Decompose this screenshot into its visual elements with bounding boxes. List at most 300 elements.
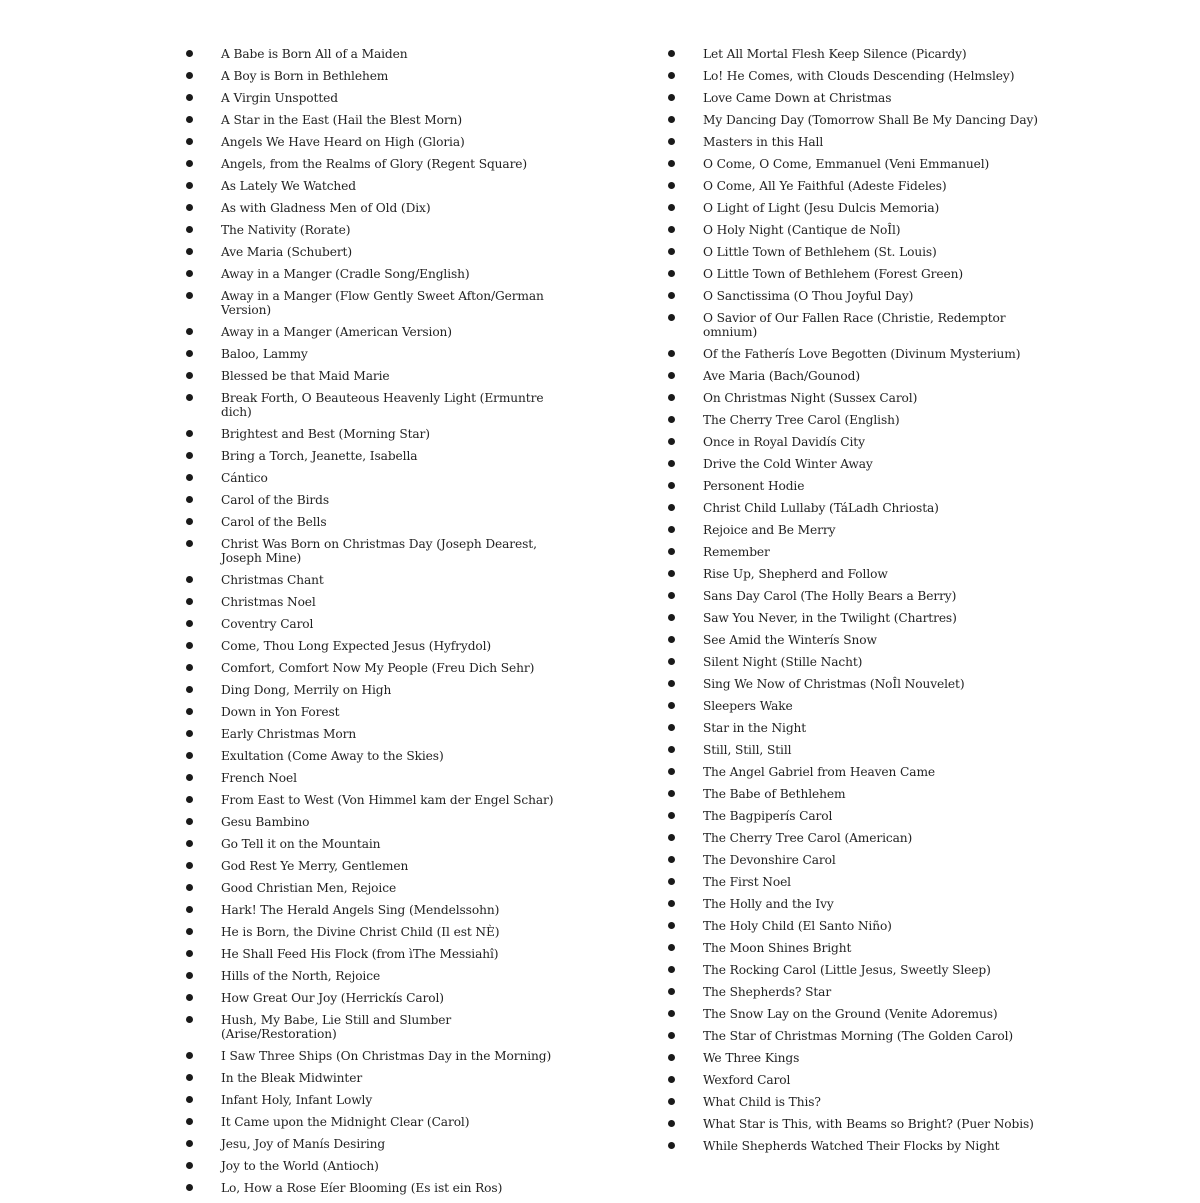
bullet-icon <box>186 1016 193 1023</box>
list-item <box>668 311 1048 339</box>
carol-title: O Come, All Ye Faithful (Adeste Fideles) <box>703 179 947 193</box>
bullet-icon <box>186 752 193 759</box>
list-item <box>668 435 1048 449</box>
list-item <box>186 1181 556 1195</box>
bullet-icon <box>186 862 193 869</box>
list-item <box>668 1139 1048 1153</box>
carol-title: Let All Mortal Flesh Keep Silence (Picardy) <box>703 47 967 61</box>
bullet-icon <box>668 702 675 709</box>
carol-title: Love Came Down at Christmas <box>703 91 892 105</box>
bullet-icon <box>186 994 193 1001</box>
list-item <box>186 515 556 529</box>
carol-title: What Star is This, with Beams so Bright? (Puer Nobis) <box>703 1117 1034 1131</box>
list-item <box>668 1051 1048 1065</box>
list-item <box>186 391 556 419</box>
list-item <box>668 897 1048 911</box>
list-item <box>668 941 1048 955</box>
bullet-icon <box>668 1054 675 1061</box>
bullet-icon <box>668 1010 675 1017</box>
list-item <box>668 1073 1048 1087</box>
bullet-icon <box>186 72 193 79</box>
list-item <box>668 179 1048 193</box>
bullet-icon <box>186 1162 193 1169</box>
bullet-icon <box>668 372 675 379</box>
list-item <box>668 523 1048 537</box>
bullet-icon <box>668 922 675 929</box>
list-item <box>186 157 556 171</box>
list-item <box>668 611 1048 625</box>
list-item <box>186 727 556 741</box>
carol-title: The Devonshire Carol <box>703 853 836 867</box>
carol-title: Brightest and Best (Morning Star) <box>221 427 430 441</box>
list-item <box>186 245 556 259</box>
carol-title: Cántico <box>221 471 268 485</box>
carol-title: Ave Maria (Bach/Gounod) <box>703 369 861 383</box>
bullet-icon <box>668 680 675 687</box>
bullet-icon <box>668 116 675 123</box>
carol-title: O Holy Night (Cantique de NoÎl) <box>703 223 901 237</box>
carol-title: Ding Dong, Merrily on High <box>221 683 392 697</box>
bullet-icon <box>186 1118 193 1125</box>
list-item <box>668 545 1048 559</box>
list-item <box>668 1007 1048 1021</box>
bullet-icon <box>668 658 675 665</box>
carol-title: Remember <box>703 545 770 559</box>
list-item <box>668 677 1048 691</box>
bullet-icon <box>186 972 193 979</box>
list-item <box>186 683 556 697</box>
list-item <box>186 837 556 851</box>
bullet-icon <box>186 774 193 781</box>
bullet-icon <box>668 812 675 819</box>
list-item <box>668 201 1048 215</box>
carol-title: A Babe is Born All of a Maiden <box>221 47 408 61</box>
list-item <box>186 881 556 895</box>
bullet-icon <box>186 664 193 671</box>
carol-title: Break Forth, O Beauteous Heavenly Light (Ermuntre dich) <box>221 391 544 419</box>
carol-title: What Child is This? <box>703 1095 821 1109</box>
carol-title: French Noel <box>221 771 297 785</box>
carol-title: Away in a Manger (Flow Gently Sweet Afton/German Version) <box>221 289 544 317</box>
bullet-icon <box>186 1052 193 1059</box>
carol-title: Personent Hodie <box>703 479 805 493</box>
carol-title: The First Noel <box>703 875 791 889</box>
list-item <box>668 1029 1048 1043</box>
carol-title: It Came upon the Midnight Clear (Carol) <box>221 1115 470 1129</box>
list-item <box>668 567 1048 581</box>
list-item <box>186 815 556 829</box>
list-item <box>668 589 1048 603</box>
list-item <box>668 479 1048 493</box>
carol-title: Christ Child Lullaby (TáLadh Chriosta) <box>703 501 939 515</box>
bullet-icon <box>668 636 675 643</box>
list-item <box>186 493 556 507</box>
carol-title: Angels We Have Heard on High (Gloria) <box>221 135 465 149</box>
bullet-icon <box>668 94 675 101</box>
carol-title: Good Christian Men, Rejoice <box>221 881 397 895</box>
bullet-icon <box>668 1032 675 1039</box>
carol-title: The Rocking Carol (Little Jesus, Sweetly Sleep) <box>703 963 991 977</box>
bullet-icon <box>668 966 675 973</box>
bullet-icon <box>186 576 193 583</box>
bullet-icon <box>668 1142 675 1149</box>
carol-title: Hush, My Babe, Lie Still and Slumber (Arise/Restoration) <box>221 1013 452 1041</box>
carol-title: The Angel Gabriel from Heaven Came <box>703 765 936 779</box>
bullet-icon <box>186 818 193 825</box>
list-item <box>186 661 556 675</box>
bullet-icon <box>668 768 675 775</box>
bullet-icon <box>668 460 675 467</box>
bullet-icon <box>186 270 193 277</box>
carol-title: Christ Was Born on Christmas Day (Joseph Dearest, Joseph Mine) <box>221 537 537 565</box>
carol-title: O Little Town of Bethlehem (Forest Green) <box>703 267 963 281</box>
list-item <box>668 787 1048 801</box>
list-item <box>668 501 1048 515</box>
carol-title: Christmas Chant <box>221 573 324 587</box>
bullet-icon <box>668 548 675 555</box>
carol-title: Come, Thou Long Expected Jesus (Hyfrydol) <box>221 639 492 653</box>
bullet-icon <box>186 430 193 437</box>
bullet-icon <box>668 878 675 885</box>
list-item <box>186 427 556 441</box>
carol-title: Blessed be that Maid Marie <box>221 369 390 383</box>
carol-title: O Come, O Come, Emmanuel (Veni Emmanuel) <box>703 157 990 171</box>
list-item <box>668 721 1048 735</box>
carol-title: Gesu Bambino <box>221 815 310 829</box>
list-item <box>668 831 1048 845</box>
carol-title: Of the Fatherís Love Begotten (Divinum Mysterium) <box>703 347 1021 361</box>
carol-title: Carol of the Bells <box>221 515 327 529</box>
bullet-icon <box>668 350 675 357</box>
list-item <box>668 91 1048 105</box>
list-item <box>186 925 556 939</box>
list-item <box>668 369 1048 383</box>
carol-title: The Snow Lay on the Ground (Venite Adoremus) <box>703 1007 998 1021</box>
bullet-icon <box>186 518 193 525</box>
carol-title: While Shepherds Watched Their Flocks by Night <box>703 1139 1000 1153</box>
carol-title: On Christmas Night (Sussex Carol) <box>703 391 918 405</box>
left-column-list <box>186 47 556 1203</box>
carol-title: O Savior of Our Fallen Race (Christie, Redemptor omnium) <box>703 311 1006 339</box>
bullet-icon <box>186 1140 193 1147</box>
bullet-icon <box>668 746 675 753</box>
list-item <box>668 875 1048 889</box>
bullet-icon <box>186 906 193 913</box>
carol-title: The Moon Shines Bright <box>703 941 852 955</box>
carol-title: Comfort, Comfort Now My People (Freu Dich Sehr) <box>221 661 535 675</box>
carol-title: Bring a Torch, Jeanette, Isabella <box>221 449 418 463</box>
carol-title: The Shepherds? Star <box>703 985 832 999</box>
list-item <box>186 223 556 237</box>
list-item <box>668 391 1048 405</box>
carol-title: Infant Holy, Infant Lowly <box>221 1093 373 1107</box>
list-item <box>668 633 1048 647</box>
bullet-icon <box>668 944 675 951</box>
list-item <box>186 135 556 149</box>
list-item <box>186 267 556 281</box>
bullet-icon <box>186 928 193 935</box>
bullet-icon <box>186 452 193 459</box>
carol-title: In the Bleak Midwinter <box>221 1071 363 1085</box>
carol-title: Christmas Noel <box>221 595 316 609</box>
list-item <box>186 1093 556 1107</box>
bullet-icon <box>668 226 675 233</box>
bullet-icon <box>186 840 193 847</box>
bullet-icon <box>668 988 675 995</box>
bullet-icon <box>668 248 675 255</box>
list-item <box>186 1115 556 1129</box>
bullet-icon <box>668 526 675 533</box>
carol-title: Hark! The Herald Angels Sing (Mendelssohn) <box>221 903 500 917</box>
bullet-icon <box>668 394 675 401</box>
bullet-icon <box>186 686 193 693</box>
carol-title: He is Born, the Divine Christ Child (Il est NÈ) <box>221 925 500 939</box>
bullet-icon <box>668 790 675 797</box>
list-item <box>186 793 556 807</box>
bullet-icon <box>668 900 675 907</box>
carol-title: The Star of Christmas Morning (The Golden Carol) <box>703 1029 1014 1043</box>
carol-title: Coventry Carol <box>221 617 314 631</box>
bullet-icon <box>186 642 193 649</box>
list-item <box>186 859 556 873</box>
bullet-icon <box>186 730 193 737</box>
list-item <box>668 47 1048 61</box>
list-item <box>186 325 556 339</box>
bullet-icon <box>668 314 675 321</box>
list-item <box>186 1137 556 1151</box>
carol-title: The Bagpiperís Carol <box>703 809 833 823</box>
carol-title: A Boy is Born in Bethlehem <box>221 69 389 83</box>
bullet-icon <box>186 796 193 803</box>
bullet-icon <box>668 570 675 577</box>
carol-title: Still, Still, Still <box>703 743 792 757</box>
bullet-icon <box>186 708 193 715</box>
list-item <box>186 91 556 105</box>
list-item <box>186 289 556 317</box>
list-item <box>186 573 556 587</box>
list-item <box>186 1159 556 1173</box>
bullet-icon <box>186 474 193 481</box>
list-item <box>668 245 1048 259</box>
bullet-icon <box>186 394 193 401</box>
bullet-icon <box>186 372 193 379</box>
list-item <box>668 765 1048 779</box>
carol-title: As with Gladness Men of Old (Dix) <box>221 201 431 215</box>
carol-title: We Three Kings <box>703 1051 800 1065</box>
right-column-list <box>668 47 1048 1161</box>
carol-title: Star in the Night <box>703 721 807 735</box>
list-item <box>668 157 1048 171</box>
list-item <box>186 1071 556 1085</box>
bullet-icon <box>668 182 675 189</box>
carol-title: Sleepers Wake <box>703 699 793 713</box>
list-item <box>186 113 556 127</box>
carol-title: Down in Yon Forest <box>221 705 340 719</box>
carol-title: Away in a Manger (American Version) <box>221 325 452 339</box>
list-item <box>186 705 556 719</box>
list-item <box>668 809 1048 823</box>
carol-title: Go Tell it on the Mountain <box>221 837 381 851</box>
bullet-icon <box>668 856 675 863</box>
list-item <box>186 969 556 983</box>
bullet-icon <box>186 950 193 957</box>
carol-title: From East to West (Von Himmel kam der Engel Schar) <box>221 793 554 807</box>
list-item <box>186 537 556 565</box>
carol-title: Carol of the Birds <box>221 493 330 507</box>
carol-title: Early Christmas Morn <box>221 727 357 741</box>
bullet-icon <box>668 292 675 299</box>
bullet-icon <box>668 614 675 621</box>
carol-title: Sans Day Carol (The Holly Bears a Berry) <box>703 589 957 603</box>
list-item <box>186 369 556 383</box>
list-item <box>186 903 556 917</box>
carol-title: Masters in this Hall <box>703 135 824 149</box>
bullet-icon <box>668 160 675 167</box>
bullet-icon <box>186 292 193 299</box>
bullet-icon <box>186 50 193 57</box>
list-item <box>186 471 556 485</box>
list-item <box>668 853 1048 867</box>
bullet-icon <box>186 116 193 123</box>
list-item <box>668 457 1048 471</box>
list-item <box>186 1013 556 1041</box>
bullet-icon <box>186 1074 193 1081</box>
bullet-icon <box>186 540 193 547</box>
bullet-icon <box>186 160 193 167</box>
list-item <box>186 639 556 653</box>
list-item <box>668 699 1048 713</box>
bullet-icon <box>668 1098 675 1105</box>
carol-title: Saw You Never, in the Twilight (Chartres) <box>703 611 957 625</box>
carol-title: Lo! He Comes, with Clouds Descending (Helmsley) <box>703 69 1015 83</box>
bullet-icon <box>186 350 193 357</box>
carol-title: As Lately We Watched <box>221 179 356 193</box>
bullet-icon <box>186 226 193 233</box>
list-item <box>668 69 1048 83</box>
list-item <box>668 743 1048 757</box>
carol-title: Joy to the World (Antioch) <box>221 1159 379 1173</box>
list-item <box>668 267 1048 281</box>
bullet-icon <box>186 620 193 627</box>
bullet-icon <box>668 1076 675 1083</box>
carol-title: Baloo, Lammy <box>221 347 308 361</box>
carol-title: A Star in the East (Hail the Blest Morn) <box>221 113 463 127</box>
carol-title: A Virgin Unspotted <box>221 91 338 105</box>
list-item <box>668 347 1048 361</box>
list-item <box>668 655 1048 669</box>
list-item <box>668 963 1048 977</box>
carol-title: The Holly and the Ivy <box>703 897 834 911</box>
carol-title: Lo, How a Rose Eíer Blooming (Es ist ein Ros) <box>221 1181 503 1195</box>
carol-title: Drive the Cold Winter Away <box>703 457 873 471</box>
bullet-icon <box>186 884 193 891</box>
list-item <box>668 919 1048 933</box>
carol-title: The Babe of Bethlehem <box>703 787 846 801</box>
list-item <box>186 347 556 361</box>
carol-title: How Great Our Joy (Herrickís Carol) <box>221 991 444 1005</box>
carol-title: See Amid the Winterís Snow <box>703 633 877 647</box>
carol-title: Wexford Carol <box>703 1073 791 1087</box>
list-item <box>668 223 1048 237</box>
bullet-icon <box>186 496 193 503</box>
list-item <box>668 1095 1048 1109</box>
carol-title: The Cherry Tree Carol (English) <box>703 413 900 427</box>
list-item <box>668 289 1048 303</box>
bullet-icon <box>186 182 193 189</box>
carol-title: O Little Town of Bethlehem (St. Louis) <box>703 245 937 259</box>
list-item <box>186 201 556 215</box>
bullet-icon <box>668 270 675 277</box>
bullet-icon <box>668 416 675 423</box>
bullet-icon <box>186 1184 193 1191</box>
carol-title: I Saw Three Ships (On Christmas Day in the Morning) <box>221 1049 552 1063</box>
list-item <box>668 1117 1048 1131</box>
bullet-icon <box>668 482 675 489</box>
carol-title: God Rest Ye Merry, Gentlemen <box>221 859 409 873</box>
carol-title: O Light of Light (Jesu Dulcis Memoria) <box>703 201 940 215</box>
bullet-icon <box>186 328 193 335</box>
bullet-icon <box>186 598 193 605</box>
bullet-icon <box>186 248 193 255</box>
bullet-icon <box>668 504 675 511</box>
list-item <box>186 991 556 1005</box>
carol-title: The Holy Child (El Santo Niño) <box>703 919 892 933</box>
list-item <box>186 449 556 463</box>
bullet-icon <box>186 1096 193 1103</box>
list-item <box>186 595 556 609</box>
carol-title: Rise Up, Shepherd and Follow <box>703 567 888 581</box>
bullet-icon <box>668 138 675 145</box>
bullet-icon <box>668 834 675 841</box>
carol-title: O Sanctissima (O Thou Joyful Day) <box>703 289 914 303</box>
bullet-icon <box>186 138 193 145</box>
list-item <box>186 749 556 763</box>
carol-title: The Cherry Tree Carol (American) <box>703 831 913 845</box>
list-item <box>186 947 556 961</box>
bullet-icon <box>186 94 193 101</box>
carol-title: Away in a Manger (Cradle Song/English) <box>221 267 470 281</box>
carol-title: Jesu, Joy of Manís Desiring <box>221 1137 386 1151</box>
list-item <box>186 617 556 631</box>
list-item <box>186 47 556 61</box>
list-item <box>668 985 1048 999</box>
list-item <box>668 113 1048 127</box>
carol-title: The Nativity (Rorate) <box>221 223 351 237</box>
carol-title: Once in Royal Davidís City <box>703 435 865 449</box>
list-item <box>668 413 1048 427</box>
carol-title: He Shall Feed His Flock (from ìThe Messiahî) <box>221 947 499 961</box>
list-item <box>668 135 1048 149</box>
list-item <box>186 1049 556 1063</box>
list-item <box>186 179 556 193</box>
bullet-icon <box>668 724 675 731</box>
bullet-icon <box>668 72 675 79</box>
carol-title: Rejoice and Be Merry <box>703 523 836 537</box>
carol-title: Sing We Now of Christmas (NoÎl Nouvelet) <box>703 677 965 691</box>
carol-title: Silent Night (Stille Nacht) <box>703 655 863 669</box>
carol-title: Angels, from the Realms of Glory (Regent Square) <box>221 157 528 171</box>
bullet-icon <box>668 438 675 445</box>
bullet-icon <box>668 592 675 599</box>
carol-title: Ave Maria (Schubert) <box>221 245 353 259</box>
carol-title: My Dancing Day (Tomorrow Shall Be My Dancing Day) <box>703 113 1038 127</box>
bullet-icon <box>668 204 675 211</box>
list-item <box>186 69 556 83</box>
carol-title: Exultation (Come Away to the Skies) <box>221 749 444 763</box>
bullet-icon <box>668 1120 675 1127</box>
list-item <box>186 771 556 785</box>
carol-title: Hills of the North, Rejoice <box>221 969 381 983</box>
